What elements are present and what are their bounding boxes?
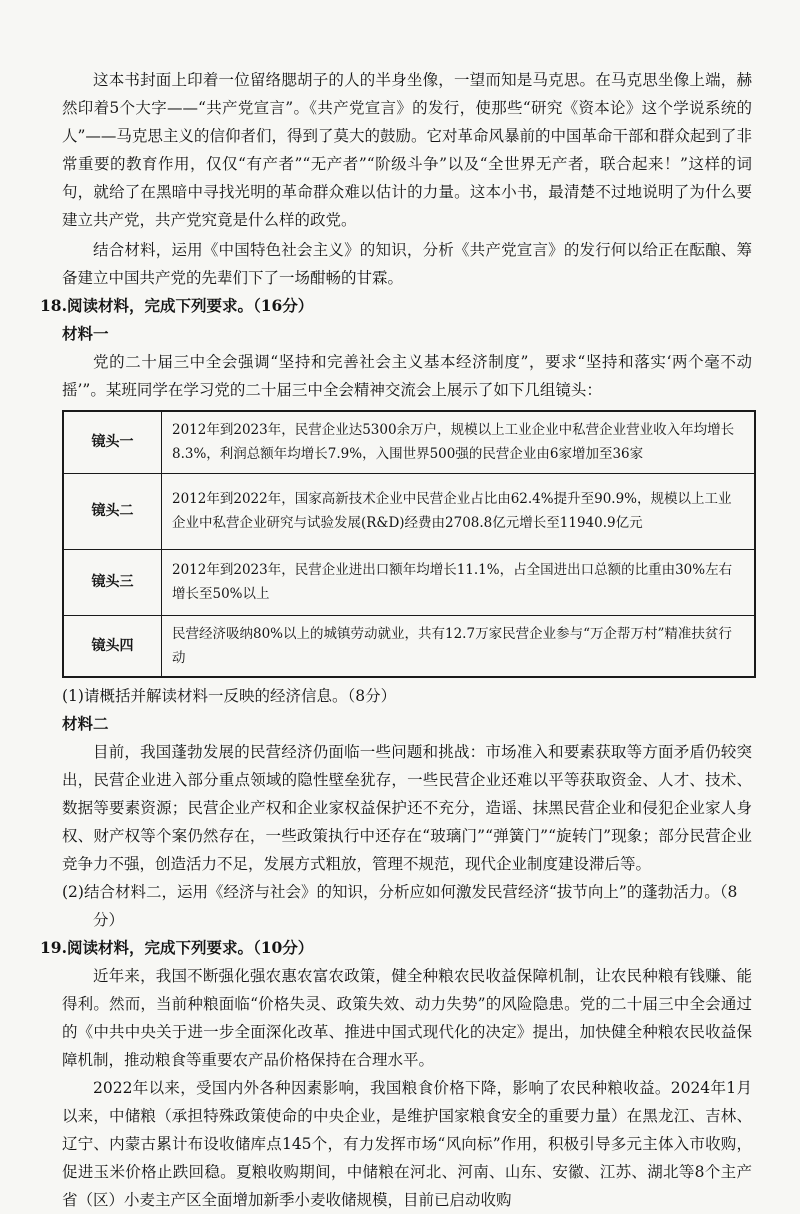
q18-material1-title: 材料一	[62, 324, 109, 343]
lens-text: 民营经济吸纳80%以上的城镇劳动就业，共有12.7万家民营企业参与“万企帮万村”精准扶贫行动	[162, 615, 756, 677]
lens-label: 镜头一	[63, 411, 162, 473]
table-row	[63, 473, 755, 549]
q18-material2-title: 材料二	[62, 714, 109, 733]
lens-text: 2012年到2023年，民营企业达5300余万户，规模以上工业企业中私营企业营业收入年均增长8.3%，利润总额年均增长7.9%，入围世界500强的民营企业由6家增加至36家	[162, 411, 756, 473]
exam-page	[40, 66, 752, 1214]
lens-text: 2012年到2022年，国家高新技术企业中民营企业占比由62.4%提升至90.9%，规模以上工业企业中私营企业研究与试验发展(R&D)经费由2708.8亿元增长至11940.9亿元	[162, 473, 756, 549]
table-row	[63, 615, 755, 677]
q18-material2-text: 目前，我国蓬勃发展的民营经济仍面临一些问题和挑战：市场准入和要素获取等方面矛盾仍较突出，民营企业进入部分重点领域的隐性壁垒犹存，一些民营企业还难以平等获取资金、人才、技术、数据等要素资源；民营企业产权和企业家权益保护还不充分，造谣、抹黑民营企业和侵犯企业家人身权、财产权等个案仍然存在，一些政策执行中还存在“玻璃门”“弹簧门”“旋转门”现象；部分民营企业竞争力不强，创造活力不足，发展方式粗放，管理不规范，现代企业制度建设滞后等。	[62, 743, 752, 873]
lens-label: 镜头三	[63, 549, 162, 615]
q19-paragraph-2: 2022年以来，受国内外各种因素影响，我国粮食价格下降，影响了农民种粮收益。2024年1月以来，中储粮（承担特殊政策使命的中央企业，是维护国家粮食安全的重要力量）在黑龙江、吉林、辽宁、内蒙古累计布设收储库点145个，有力发挥市场“风向标”作用，积极引导多元主体入市收购，促进玉米价格止跌回稳。夏粮收购期间，中储粮在河北、河南、山东、安徽、江苏、湖北等8个主产省（区）小麦主产区全面增加新季小麦收储规模，目前已启动收购	[62, 1079, 752, 1209]
q18-heading: 18.阅读材料，完成下列要求。（16分）	[40, 296, 314, 315]
lens-text: 2012年到2023年，民营企业进出口额年均增长11.1%，占全国进出口总额的比重由30%左右增长至50%以上	[162, 549, 756, 615]
lens-label: 镜头二	[63, 473, 162, 549]
table-row	[63, 411, 755, 473]
table-row	[63, 549, 755, 615]
q17-material-paragraph: 这本书封面上印着一位留络腮胡子的人的半身坐像，一望而知是马克思。在马克思坐像上端，赫然印着5个大字——“共产党宣言”。《共产党宣言》的发行，使那些“研究《资本论》这个学说系统的人”——马克思主义的信仰者们，得到了莫大的鼓励。它对革命风暴前的中国革命干部和群众起到了非常重要的教育作用，仅仅“有产者”“无产者”“阶级斗争”以及“全世界无产者，联合起来！”这样的词句，就给了在黑暗中寻找光明的革命群众难以估计的力量。这本小书，最清楚不过地说明了为什么要建立共产党，共产党究竟是什么样的政党。	[62, 71, 752, 229]
q19-heading: 19.阅读材料，完成下列要求。（10分）	[40, 938, 314, 957]
q18-material1-text: 党的二十届三中全会强调“坚持和完善社会主义基本经济制度”，要求“坚持和落实‘两个毫不动摇’”。某班同学在学习党的二十届三中全会精神交流会上展示了如下几组镜头：	[62, 353, 752, 399]
q18-subquestion-1: (1)请概括并解读材料一反映的经济信息。（8分）	[62, 687, 397, 705]
lens-label: 镜头四	[63, 615, 162, 677]
q19-paragraph-1: 近年来，我国不断强化强农惠农富农政策，健全种粮农民收益保障机制，让农民种粮有钱赚、能得利。然而，当前种粮面临“价格失灵、政策失效、动力失势”的风险隐患。党的二十届三中全会通过的《中共中央关于进一步全面深化改革、推进中国式现代化的决定》提出，加快健全种粮农民收益保障机制，推动粮食等重要农产品价格保持在合理水平。	[62, 967, 752, 1069]
q18-subquestion-2: (2)结合材料二，运用《经济与社会》的知识，分析应如何激发民营经济“拔节向上”的蓬勃活力。（8分）	[62, 883, 738, 929]
lens-table	[62, 410, 756, 678]
q17-task: 结合材料，运用《中国特色社会主义》的知识，分析《共产党宣言》的发行何以给正在酝酿、筹备建立中国共产党的先辈们下了一场酣畅的甘霖。	[62, 241, 752, 287]
